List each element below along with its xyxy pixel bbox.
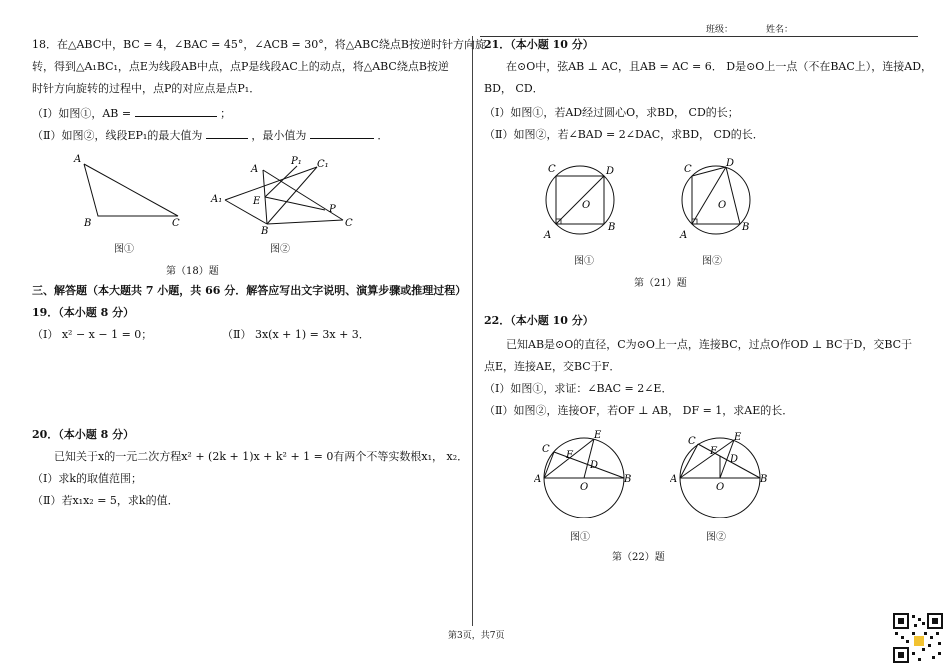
q22-figure1 (534, 426, 634, 518)
q18-part1-end: ； (220, 107, 232, 120)
q18-line1: 18．在△ABC中，BC = 4，∠BAC = 45°，∠ACB = 30°，将△ABC绕点B按逆时针方向旋 (32, 38, 486, 51)
q18-figure2 (205, 150, 365, 240)
label-p: P (329, 204, 336, 215)
qr-code-icon (892, 612, 944, 664)
q22-part1: （Ⅰ）如图①，求证：∠BAC = 2∠E． (484, 382, 673, 395)
q18-blank-min[interactable] (310, 128, 374, 139)
q18-part2-min-text: ，最小值为 (251, 129, 307, 142)
q18-blank-ab[interactable] (135, 106, 217, 117)
label-a: A (670, 474, 678, 485)
label-c1: C₁ (317, 159, 329, 170)
label-c: C (688, 436, 696, 447)
q22-caption: 第（22）题 (612, 552, 665, 563)
column-divider (472, 36, 473, 626)
label-b: B (608, 222, 616, 233)
q18-fig2-caption: 图② (270, 244, 290, 255)
q21-line2: BD， CD． (484, 82, 544, 95)
q22-title: 22．（本小题 10 分） (484, 314, 594, 327)
label-d: D (726, 158, 735, 169)
label-a: A (251, 164, 259, 175)
q21-fig2-caption: 图② (702, 256, 722, 267)
label-p1: P₁ (291, 156, 302, 167)
q21-figure2 (674, 158, 758, 242)
q21-title: 21．（本小题 10 分） (484, 38, 594, 51)
q18-line2: 转，得到△A₁BC₁，点E为线段AB中点，点P是线段AC上的动点，将△ABC绕点B按逆 (32, 60, 449, 73)
q18-figure1 (70, 150, 190, 235)
q21-line1: 在⊙O中，弦AB ⊥ AC，且AB = AC = 6． D是⊙O上一点（不在BAC上），连接AD， (506, 60, 933, 73)
name-label: 姓名： (766, 25, 794, 35)
label-f: F (566, 450, 573, 461)
q18-blank-max[interactable] (206, 128, 248, 139)
label-c: C (172, 218, 180, 229)
q18-fig1-caption: 图① (114, 244, 134, 255)
label-o: O (580, 482, 589, 493)
q20-line1: 已知关于x的一元二次方程x² + (2k + 1)x + k² + 1 = 0有两个不等实数根x₁， x₂． (54, 450, 469, 463)
q21-part1: （Ⅰ）如图①，若AD经过圆心O，求BD， CD的长； (484, 106, 739, 119)
q22-figure2 (670, 426, 770, 518)
q19-part2: （Ⅱ） 3x(x + 1) = 3x + 3． (222, 328, 370, 341)
label-b: B (624, 474, 632, 485)
q22-part2: （Ⅱ）如图②，连接OF，若OF ⊥ AB， DF = 1，求AE的长． (484, 404, 794, 417)
q21-fig1-caption: 图① (574, 256, 594, 267)
label-d: D (590, 460, 599, 471)
q18-part2 (32, 128, 388, 143)
q21-caption: 第（21）题 (634, 278, 687, 289)
q18-line3: 时针方向旋转的过程中，点P的对应点是点P₁． (32, 82, 261, 95)
q22-line2: 点E，连接AE，交BC于F． (484, 360, 621, 373)
label-o: O (716, 482, 725, 493)
label-e: E (734, 432, 742, 443)
q20-title: 20．（本小题 8 分） (32, 428, 135, 441)
label-c: C (548, 164, 556, 175)
label-c: C (684, 164, 692, 175)
label-e: E (594, 430, 602, 441)
label-c: C (345, 218, 353, 229)
label-d: D (730, 454, 739, 465)
label-a: A (680, 230, 688, 241)
triangle-abc (84, 164, 178, 216)
label-o: O (718, 200, 727, 211)
label-b: B (261, 226, 269, 237)
q18-part1-text: （Ⅰ）如图①，AB = (32, 107, 132, 120)
q18-part2-text: （Ⅱ）如图②，线段EP₁的最大值为 (32, 129, 203, 142)
q21-part2: （Ⅱ）如图②，若∠BAD = 2∠DAC，求BD， CD的长． (484, 128, 764, 141)
section3-heading: 三、解答题（本大题共 7 小题，共 66 分．解答应写出文字说明、演算步骤或推理过程） (32, 284, 467, 297)
q20-part2: （Ⅱ）若x₁x₂ = 5，求k的值． (32, 494, 179, 507)
q18-title: 第（18）题 (166, 266, 219, 277)
label-b: B (760, 474, 768, 485)
label-a: A (544, 230, 552, 241)
label-b: B (742, 222, 750, 233)
q18-part1 (32, 106, 231, 121)
q22-fig2-caption: 图② (706, 532, 726, 543)
q19-part1: （Ⅰ） x² − x − 1 = 0； (32, 328, 153, 341)
q19-title: 19．（本小题 8 分） (32, 306, 135, 319)
label-a: A (74, 154, 82, 165)
label-b: B (84, 218, 92, 229)
label-f: F (710, 446, 717, 457)
q22-fig1-caption: 图① (570, 532, 590, 543)
label-a1: A₁ (211, 194, 223, 205)
q21-figure1 (538, 158, 622, 242)
q22-line1: 已知AB是⊙O的直径，C为⊙O上一点，连接BC，过点O作OD ⊥ BC于D，交BC于 (506, 338, 913, 351)
label-c: C (542, 444, 550, 455)
label-d: D (606, 166, 615, 177)
label-a: A (534, 474, 542, 485)
page-number: 第3页，共7页 (448, 631, 505, 641)
label-o: O (582, 200, 591, 211)
q18-part2-end: ． (377, 129, 389, 142)
label-e: E (253, 196, 261, 207)
header-rule (480, 36, 918, 37)
q20-part1: （Ⅰ）求k的取值范围； (32, 472, 143, 485)
class-label: 班级： (706, 25, 734, 35)
